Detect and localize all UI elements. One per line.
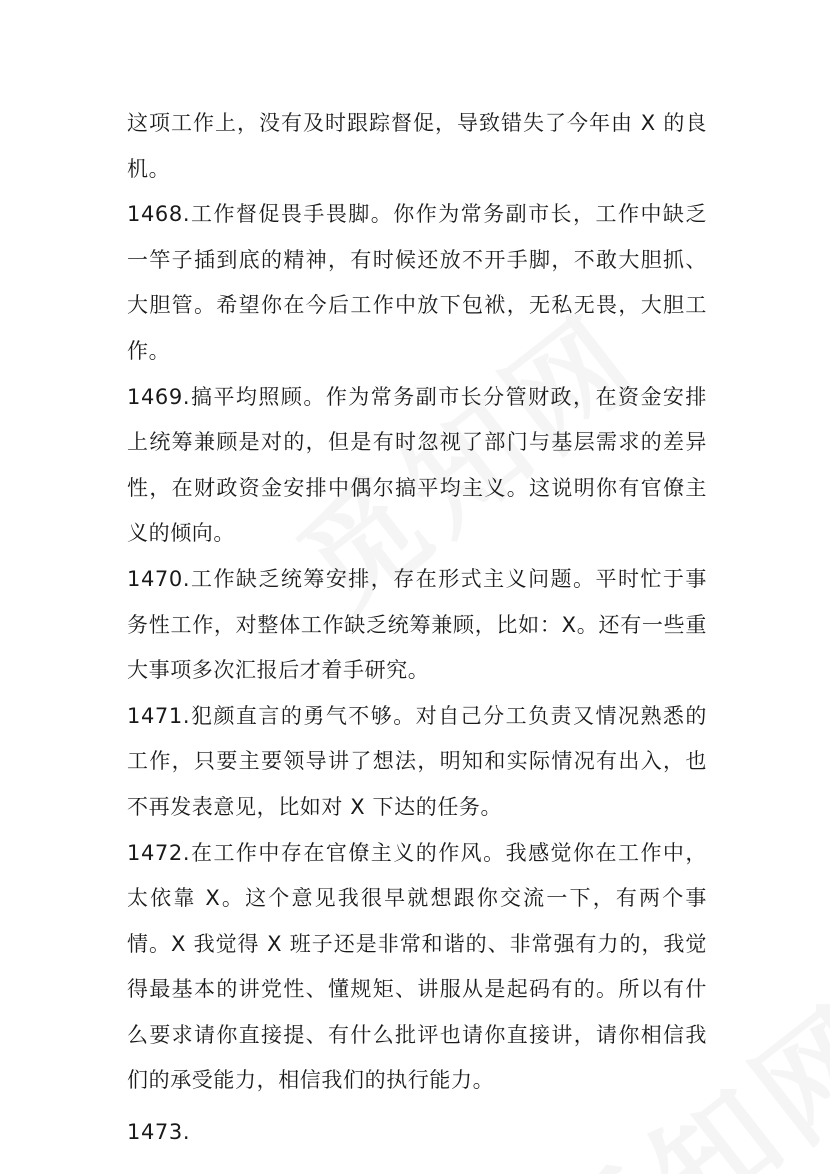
paragraph-item-1469: 1469.搞平均照顾。作为常务副市长分管财政，在资金安排上统筹兼顾是对的，但是有时忽视了部门与基层需求的差异性，在财政资金安排中偶尔搞平均主义。这说明你有官僚主义的倾向。 [127, 384, 707, 546]
paragraph-item-1473: 1473. [127, 1120, 191, 1145]
paragraph-item-1468: 1468.工作督促畏手畏脚。你作为常务副市长，工作中缺乏一竿子插到底的精神，有时候还放不开手脚，不敢大胆抓、大胆管。希望你在今后工作中放下包袱，无私无畏，大胆工作。 [127, 202, 707, 363]
paragraph-continuation: 这项工作上，没有及时跟踪督促，导致错失了今年由 X 的良机。 [127, 111, 707, 181]
paragraph-item-1472: 1472.在工作中存在官僚主义的作风。我感觉你在工作中，太依靠 X。这个意见我很早就想跟你交流一下，有两个事情。X 我觉得 X 班子还是非常和谐的、非常强有力的，我觉得最基本的讲党性、懂规矩、讲服从是起码有的。所以有什么要求请你直接提、有什么批评也请你直接讲，请你相信我们的承受能力，相信我们的执行能力。 [127, 840, 707, 1093]
document-body [127, 101, 707, 1156]
paragraph-item-1471: 1471.犯颜直言的勇气不够。对自己分工负责又情况熟悉的工作，只要主要领导讲了想法，明知和实际情况有出入，也不再发表意见，比如对 X 下达的任务。 [127, 703, 707, 819]
paragraph-item-1470: 1470.工作缺乏统筹安排，存在形式主义问题。平时忙于事务性工作，对整体工作缺乏统筹兼顾，比如：X。还有一些重大事项多次汇报后才着手研究。 [127, 566, 707, 683]
